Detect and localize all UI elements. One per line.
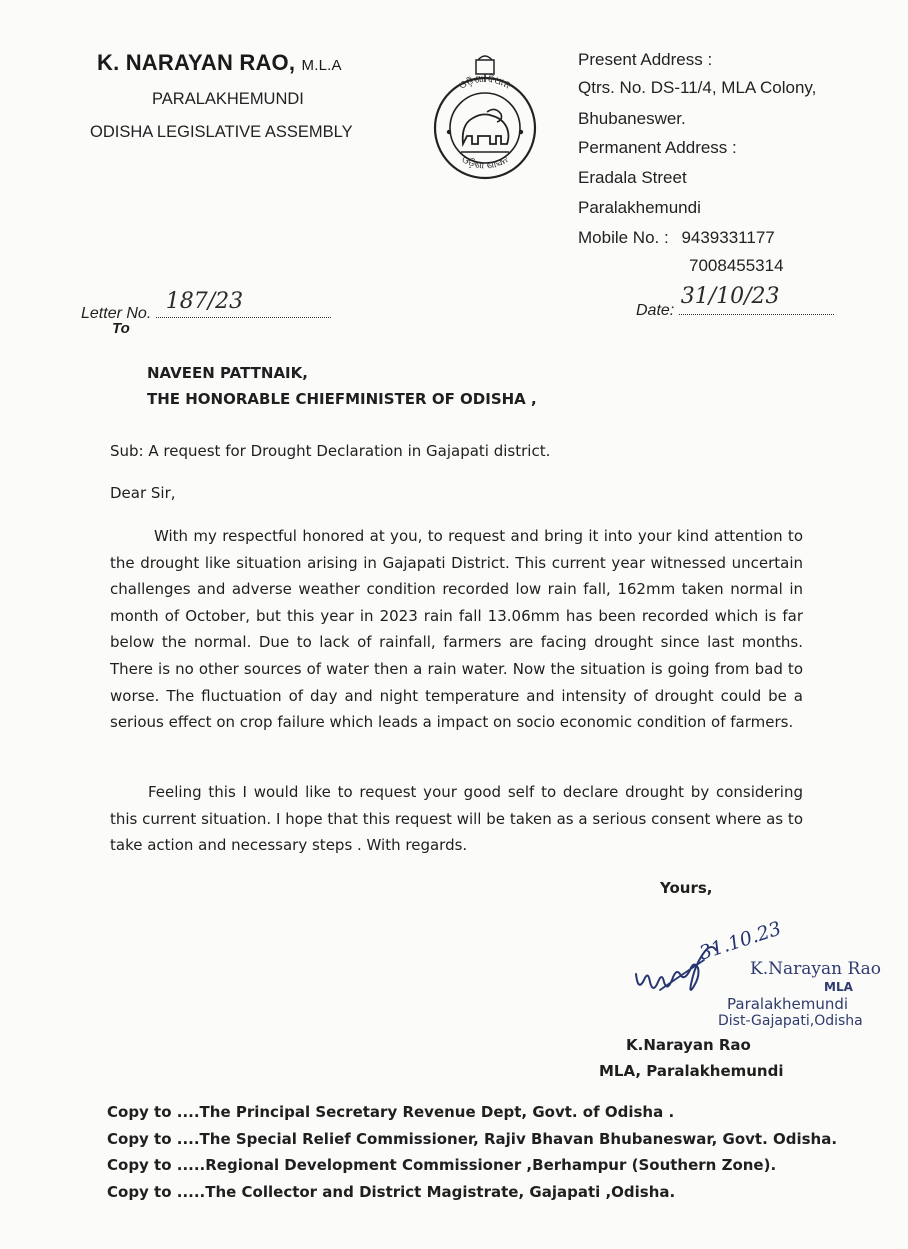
letter-number-label: Letter No. xyxy=(81,305,152,322)
mobile-number-1: 9439331177 xyxy=(681,228,775,247)
handwritten-signature-date: 31.10.23 xyxy=(696,917,784,965)
date-label: Date: xyxy=(636,302,675,319)
constituency: PARALAKHEMUNDI xyxy=(152,90,304,108)
subject-line: Sub: A request for Drought Declaration in Gajapati district. xyxy=(110,442,551,460)
to-label: To xyxy=(112,320,130,337)
odisha-emblem-seal xyxy=(425,52,545,182)
mobile-label: Mobile No. : xyxy=(578,228,669,247)
copy-to-line-3: Copy to .....Regional Development Commissioner ,Berhampur (Southern Zone). xyxy=(107,1156,777,1174)
body-paragraph-1 xyxy=(110,523,803,736)
body-paragraph-2 xyxy=(110,779,803,859)
permanent-address-label: Permanent Address : xyxy=(578,138,737,157)
recipient-name: NAVEEN PATTNAIK, xyxy=(147,364,308,382)
body-paragraph-1-text: With my respectful honored at you, to request and bring it into your kind attention to the drought like situation arising in Gajapati District. This current year witnessed uncertain challenges and adverse weather condition recorded low rain fall, 162mm taken normal in month of October, but this year in 2023 rain fall 13.06mm has been recorded which is far below the normal. Due to lack of rainfall, farmers are facing drought since last months. There is no other sources of water then a rain water. Now the situation is going from bad to worse. The fluctuation of day and night temperature and intensity of drought could be a serious effect on crop failure which leads a impact on socio economic condition of farmers. xyxy=(110,527,803,732)
copy-to-line-4: Copy to .....The Collector and District Magistrate, Gajapati ,Odisha. xyxy=(107,1183,676,1201)
present-address-line2: Bhubaneswer. xyxy=(578,109,686,128)
permanent-address-line1: Eradala Street xyxy=(578,168,687,187)
closing: Yours, xyxy=(660,879,713,897)
stamp-name: K.Narayan Rao xyxy=(750,959,882,979)
permanent-address-line2: Paralakhemundi xyxy=(578,198,701,217)
seal-bottom-text: ଓଡ଼ିଶା ଶାସନ xyxy=(459,154,511,172)
letter-number-dots xyxy=(156,289,331,318)
copy-to-line-1: Copy to ....The Principal Secretary Revenue Dept, Govt. of Odisha . xyxy=(107,1103,675,1121)
mla-name-text: K. NARAYAN RAO, xyxy=(97,50,296,75)
mobile-row xyxy=(578,228,775,248)
date-handwritten: 31/10/23 xyxy=(680,284,780,309)
stamp-title: MLA xyxy=(824,980,853,994)
typed-signatory-title: MLA, Paralakhemundi xyxy=(599,1062,784,1080)
seal-top-text: ଓଡ଼ିଶା ବିଧାନ xyxy=(457,73,513,92)
recipient-title: THE HONORABLE CHIEFMINISTER OF ODISHA , xyxy=(147,390,537,408)
mobile-number-2: 7008455314 xyxy=(689,256,784,275)
date-row xyxy=(636,284,834,320)
assembly-name: ODISHA LEGISLATIVE ASSEMBLY xyxy=(90,123,353,141)
copy-to-line-2: Copy to ....The Special Relief Commissioner, Rajiv Bhavan Bhubaneswar, Govt. Odisha. xyxy=(107,1130,838,1148)
stamp-place: Paralakhemundi xyxy=(727,995,849,1013)
present-address-line1: Qtrs. No. DS-11/4, MLA Colony, xyxy=(578,78,817,97)
stamp-district: Dist-Gajapati,Odisha xyxy=(718,1013,863,1029)
typed-signatory-name: K.Narayan Rao xyxy=(626,1036,751,1054)
mla-suffix: M.L.A xyxy=(301,57,342,74)
letter-number-handwritten: 187/23 xyxy=(165,289,244,314)
body-paragraph-2-text: Feeling this I would like to request your good self to declare drought by considering this current situation. I hope that this request will be taken as a serious consent where as to take action and necessary steps . With regards. xyxy=(110,783,803,855)
present-address-label: Present Address : xyxy=(578,50,713,69)
date-dots xyxy=(679,284,834,315)
mla-name xyxy=(97,50,342,76)
salutation: Dear Sir, xyxy=(110,484,176,502)
